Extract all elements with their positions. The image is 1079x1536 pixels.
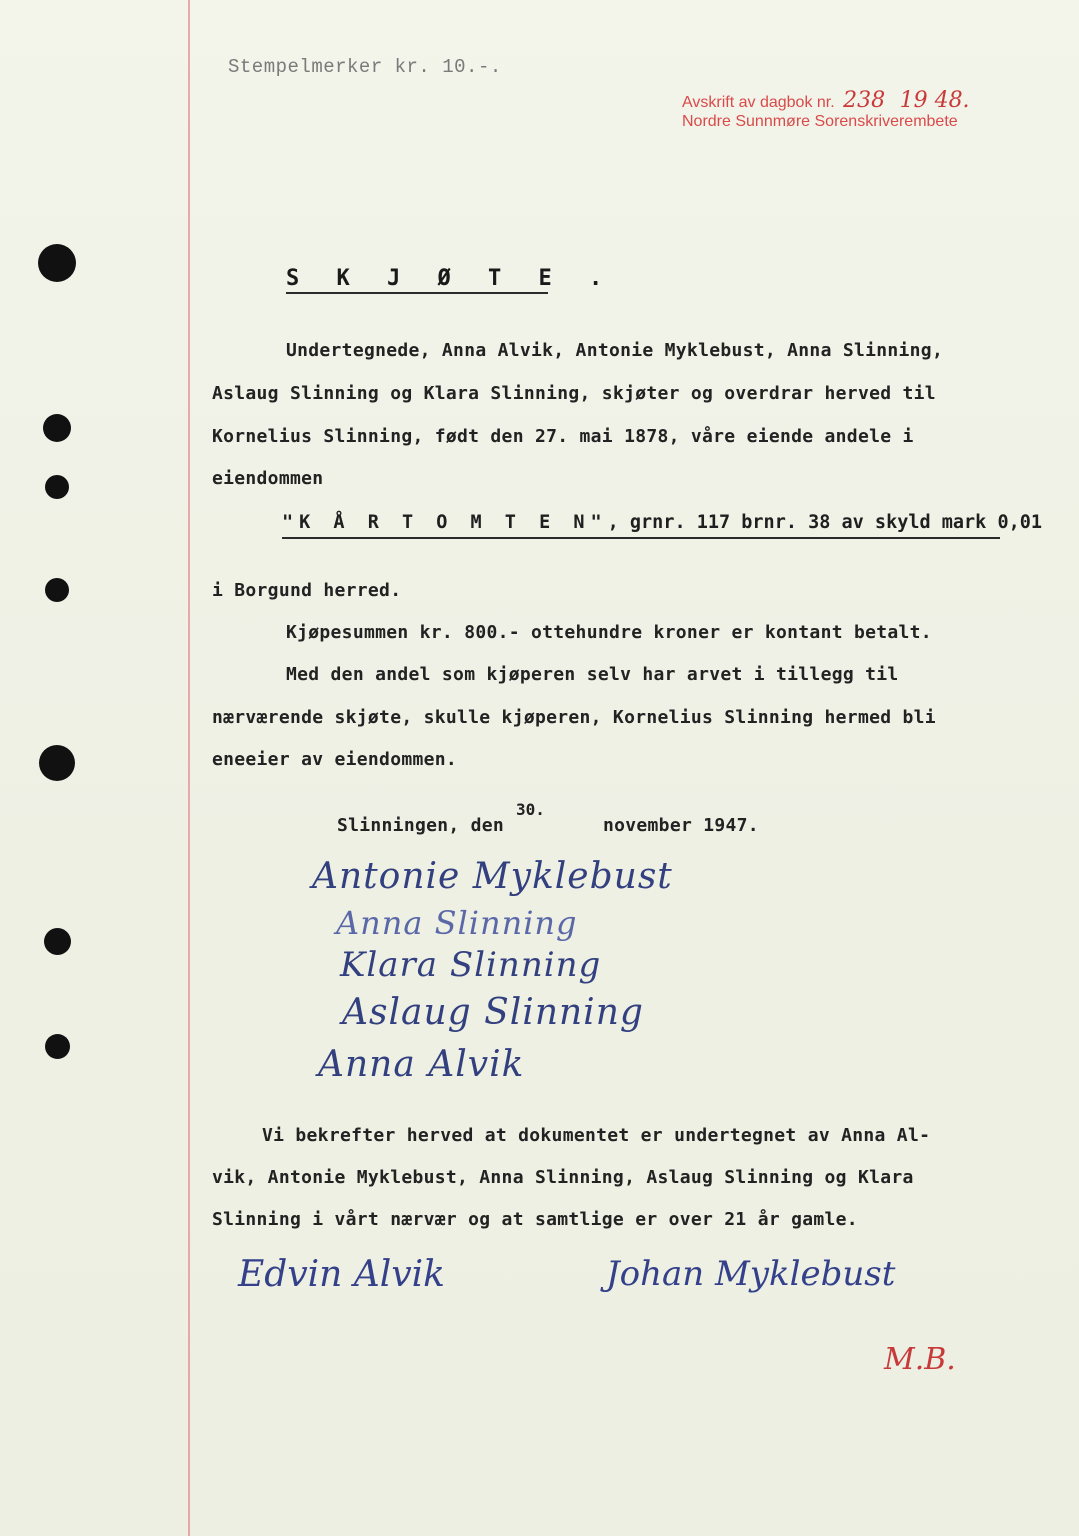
red-margin-line: [188, 0, 190, 1536]
municipality-line: i Borgund herred.: [212, 580, 402, 601]
property-line: [282, 512, 1042, 533]
purchase-line: Kjøpesummen kr. 800.- ottehundre kroner er kontant betalt.: [286, 622, 932, 643]
transcript-label: [682, 88, 970, 113]
witness-line: Slinning i vårt nærvær og at samtlige er over 21 år gamle.: [212, 1209, 858, 1230]
property-name: "K Å R T O M T E N": [282, 512, 608, 533]
office-name: Nordre Sunnmøre Sorenskriverembete: [682, 113, 958, 130]
signature: Anna Slinning: [336, 904, 578, 942]
intro-line: eiendommen: [212, 468, 324, 489]
stamp-duty-text: Stempelmerker kr. 10.-.: [228, 56, 502, 78]
punch-hole-icon: [45, 1034, 70, 1059]
property-underline: [282, 537, 1000, 539]
punch-hole-icon: [39, 745, 75, 781]
witness-signature: Edvin Alvik: [238, 1254, 445, 1295]
punch-hole-icon: [44, 928, 71, 955]
ownership-line: eneeier av eiendommen.: [212, 749, 458, 770]
signature: Antonie Myklebust: [312, 856, 673, 897]
intro-line: Aslaug Slinning og Klara Slinning, skjøter og overdrar herved til: [212, 383, 936, 404]
intro-line: Kornelius Slinning, født den 27. mai 1878, våre eiende andele i: [212, 426, 914, 447]
date-day: 30.: [516, 800, 545, 819]
clerk-initials: M.B.: [884, 1342, 956, 1377]
punch-hole-icon: [43, 414, 71, 442]
property-details: , grnr. 117 brnr. 38 av skyld mark 0,01: [607, 512, 1043, 533]
transcript-label-text: Avskrift av dagbok nr.: [682, 94, 835, 111]
title-underline: [286, 292, 548, 294]
witness-signature: Johan Myklebust: [606, 1254, 896, 1294]
date-rest: november 1947.: [603, 815, 759, 836]
intro-line: Undertegnede, Anna Alvik, Antonie Myklebust, Anna Slinning,: [286, 340, 944, 361]
document-title: S K J Ø T E .: [286, 266, 615, 291]
witness-line: Vi bekrefter herved at dokumentet er undertegnet av Anna Al-: [262, 1125, 931, 1146]
witness-line: vik, Antonie Myklebust, Anna Slinning, Aslaug Slinning og Klara: [212, 1167, 914, 1188]
punch-hole-icon: [45, 475, 69, 499]
date-place: Slinningen, den: [337, 815, 505, 836]
signature: Aslaug Slinning: [342, 992, 644, 1033]
ownership-line: Med den andel som kjøperen selv har arvet i tillegg til: [286, 664, 899, 685]
signature: Klara Slinning: [340, 945, 602, 985]
entry-year: 19 48.: [899, 88, 970, 113]
entry-number: 238: [843, 88, 886, 113]
signature: Anna Alvik: [318, 1044, 525, 1085]
punch-hole-icon: [45, 578, 69, 602]
punch-hole-icon: [38, 244, 76, 282]
ownership-line: nærværende skjøte, skulle kjøperen, Kornelius Slinning hermed bli: [212, 707, 936, 728]
